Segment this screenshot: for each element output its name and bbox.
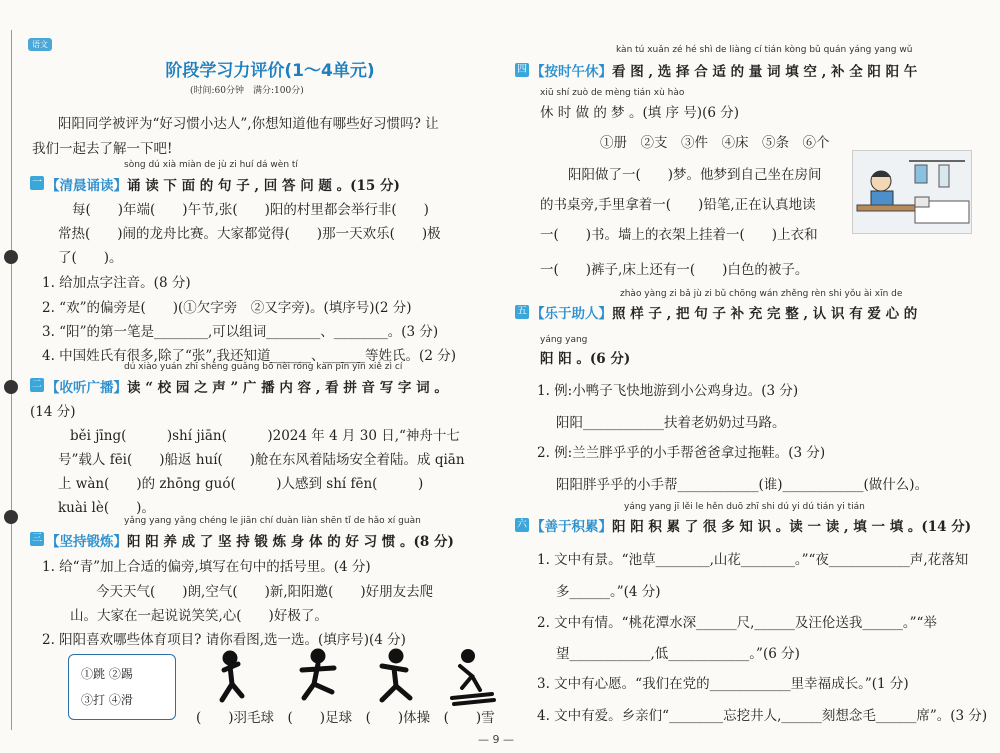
question: 4. 中国姓氏有很多,除了“张”,我还知道______、______等姓氏。(2 分) [42, 348, 456, 364]
section-heading: 阳 阳 。(6 分) [540, 351, 631, 367]
section-heading: 照 样 子 , 把 句 子 补 充 完 整 , 认 识 有 爱 心 的 [612, 306, 918, 322]
section-pinyin: yáng yang jī lěi le hěn duō zhī shi dú yi dú tián yi tián [624, 502, 865, 512]
section-heading: 读 “ 校 园 之 声 ” 广 播 内 容 , 看 拼 音 写 字 词 。 [127, 380, 448, 396]
page-number: — 9 — [478, 733, 514, 746]
passage-line: 常热( )闹的龙舟比赛。大家都觉得( )那一天欢乐( )极 [58, 226, 441, 242]
passage-line: 每( )年端( )午节,张( )阳的村里都会举行非( ) [72, 202, 429, 218]
question: 3. “阳”的第一笔是________,可以组词________、________。(3 分) [42, 324, 439, 340]
subject-tag: 语文 [28, 38, 52, 51]
section-number-badge: 四 [517, 64, 527, 75]
choice-options: ①册 ②支 ③件 ④床 ⑤条 ⑥个 [600, 135, 830, 151]
section-number-badge: 二 [32, 379, 42, 390]
question: 2. 文中有情。“桃花潭水深______尺,______及汪伦送我______。”“举 [537, 615, 937, 631]
question: 1. 文中有景。“池草________,山花________。”“夜____________声,花落知 [537, 552, 969, 568]
section-pinyin: kàn tú xuǎn zé hé shì de liàng cí tián kòng bǔ quán yáng yang wǔ [616, 45, 913, 55]
question: 2. “欢”的偏旁是( )(①欠字旁 ②又字旁)。(填序号)(2 分) [42, 300, 412, 316]
passage-line: 山。大家在一起说说笑笑,心( )好极了。 [70, 608, 328, 624]
question-continued: 多______。”(4 分) [556, 584, 661, 600]
question: 2. 例:兰兰胖乎乎的小手帮爸爸拿过拖鞋。(3 分) [537, 445, 826, 461]
passage-line: 了( )。 [58, 250, 123, 266]
question-continued: 望____________,低____________。”(6 分) [556, 646, 800, 662]
options-scroll [68, 654, 176, 720]
section-number-badge: 五 [517, 306, 527, 317]
section-name: 【按时午休】 [531, 64, 612, 80]
passage-line: kuài lè( )。 [58, 500, 155, 516]
section-heading: 阳 阳 养 成 了 坚 持 锻 炼 身 体 的 好 习 惯 。(8 分) [127, 534, 454, 550]
section-name: 【收听广播】 [46, 380, 127, 396]
passage-line: běi jīng( )shí jiān( )2024 年 4 月 30 日,“神舟十七 [70, 428, 460, 444]
binding-hole [4, 380, 18, 394]
section-name: 【坚持锻炼】 [46, 534, 127, 550]
section-pinyin: yǎng yang yǎng chéng le jiān chí duàn liàn shēn tǐ de hǎo xí guàn [124, 516, 421, 526]
section-number-badge: 六 [517, 519, 527, 530]
passage-line: 号”载人 fēi( )船返 huí( )舱在东风着陆场安全着陆。成 qiān [58, 452, 465, 468]
option-pair: ③打 ④滑 [81, 693, 133, 707]
answer-row: ( )羽毛球 ( )足球 ( )体操 ( )雪 [196, 710, 495, 726]
binding-margin [0, 0, 22, 753]
question: 1. 给“青”加上合适的偏旁,填写在句中的括号里。(4 分) [42, 559, 371, 575]
sports-figures [210, 648, 510, 708]
question: 3. 文中有心愿。“我们在党的____________里幸福成长。”(1 分) [537, 676, 909, 692]
section-score: (14 分) [30, 404, 76, 420]
passage-line: 一( )裤子,床上还有一( )白色的被子。 [540, 262, 809, 278]
passage-line: 今天天气( )朗,空气( )新,阳阳邀( )好朋友去爬 [96, 584, 434, 600]
gymnastics-figure [382, 651, 410, 700]
binding-hole [4, 510, 18, 524]
section-heading: 休 时 做 的 梦 。(填 序 号)(6 分) [540, 105, 739, 121]
passage-line: 的书桌旁,手里拿着一( )铅笔,正在认真地读 [540, 197, 816, 213]
passage-line: 一( )书。墙上的衣架上挂着一( )上衣和 [540, 227, 818, 243]
football-figure [302, 651, 334, 698]
answer-line: 阳阳____________扶着老奶奶过马路。 [556, 415, 786, 431]
question: 1. 给加点字注音。(8 分) [42, 275, 191, 291]
intro-line: 我们一起去了解一下吧! [32, 141, 173, 157]
section-heading: 诵 读 下 面 的 句 子 , 回 答 问 题 。(15 分) [127, 178, 400, 194]
section-heading: 阳 阳 积 累 了 很 多 知 识 。读 一 读 , 填 一 填 。(14 分) [612, 519, 972, 535]
section-number-badge: 三 [32, 533, 42, 544]
section-pinyin: yáng yang [540, 335, 588, 345]
binding-hole [4, 250, 18, 264]
skiing-figure [452, 651, 494, 704]
section-pinyin: xiū shí zuò de mèng tián xù hào [540, 88, 685, 98]
badminton-figure [222, 653, 242, 700]
option-pair: ①跳 ②踢 [81, 667, 133, 681]
intro-line: 阳阳同学被评为“好习惯小达人”,你想知道他有哪些好习惯吗? 让 [58, 116, 439, 132]
page-title: 阶段学习力评价(1～4单元) [165, 61, 375, 81]
bedroom-illustration [852, 150, 972, 234]
section-pinyin: zhào yàng zi bǎ jù zi bǔ chōng wán zhěng rèn shi yǒu ài xīn de [620, 289, 903, 299]
question: 2. 阳阳喜欢哪些体育项目? 请你看图,选一选。(填序号)(4 分) [42, 632, 406, 648]
question: 4. 文中有爱。乡亲们“________忘挖井人,______刻想念毛______席”。(3 分) [537, 708, 988, 724]
section-heading: 看 图 , 选 择 合 适 的 量 词 填 空 , 补 全 阳 阳 午 [612, 64, 918, 80]
passage-line: 阳阳做了一( )梦。他梦到自己坐在房间 [568, 167, 822, 183]
section-name: 【善于积累】 [531, 519, 612, 535]
section-name: 【乐于助人】 [531, 306, 612, 322]
answer-line: 阳阳胖乎乎的小手帮____________(谁)____________(做什么)。 [556, 477, 929, 493]
section-pinyin: dú xiào yuán zhī shēng guǎng bō nèi róng kàn pīn yīn xiě zì cí [124, 362, 403, 372]
passage-line: 上 wàn( )的 zhōng guó( )人感到 shí fēn( ) [58, 476, 424, 492]
question: 1. 例:小鸭子飞快地游到小公鸡身边。(3 分) [537, 383, 799, 399]
section-number-badge: 一 [32, 177, 42, 188]
section-pinyin: sòng dú xià miàn de jù zi huí dá wèn tí [124, 160, 298, 170]
section-name: 【清晨诵读】 [46, 178, 127, 194]
page-subtitle: (时间:60分钟 满分:100分) [190, 86, 304, 96]
